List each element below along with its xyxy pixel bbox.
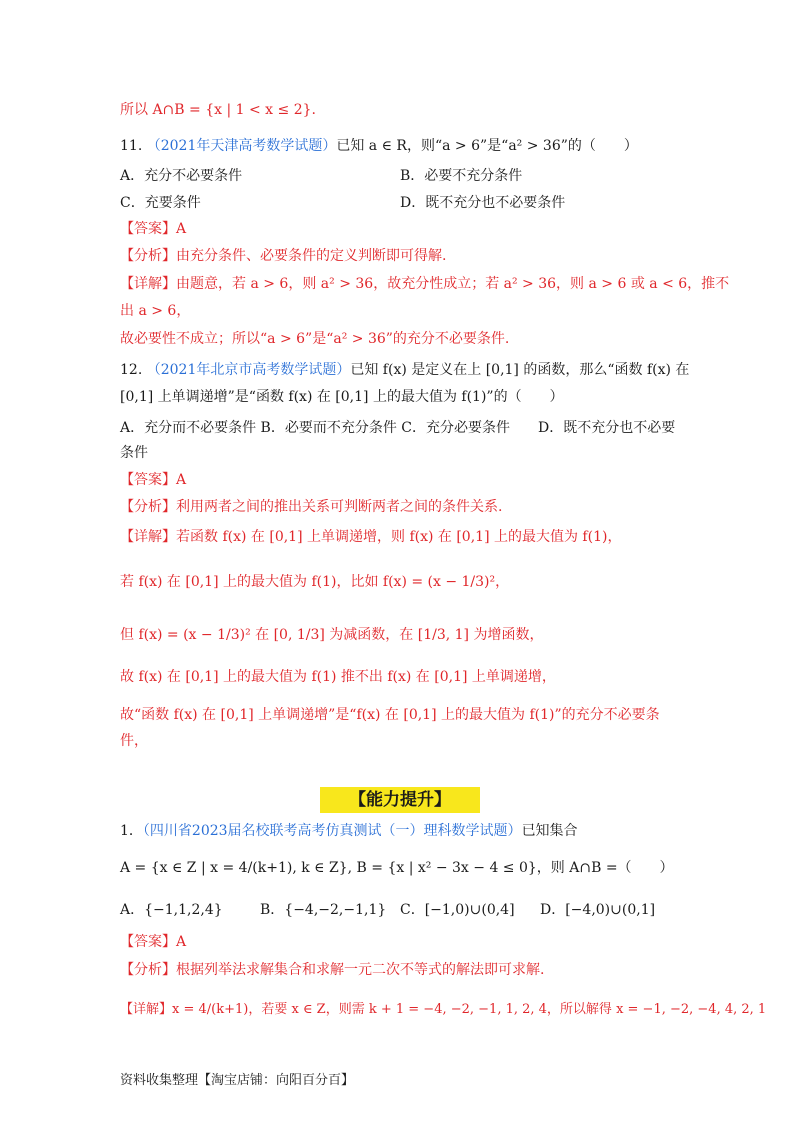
q1-source: （四川省2023届名校联考高考仿真测试（一）理科数学试题） [142, 823, 522, 839]
q11-option-c: C．充要条件 [120, 195, 201, 211]
q12-stem-line-1 [120, 360, 690, 380]
q1-detail-1: 【详解】x = 4/(k+1)，若要 x ∈ Z，则需 k + 1 = −4, −2, −1, 1, 2, 4，所以解得 x = −1, −2, −4, 4, 2, 1 [120, 1002, 767, 1017]
q11-option-a: A．充分不必要条件 [120, 168, 243, 184]
q12-options: A．充分而不必要条件 B．必要而不充分条件 C．充分必要条件 D．既不充分也不必要 [120, 420, 676, 436]
q11-option-d: D．既不充分也不必要条件 [400, 195, 566, 211]
q1-option-c: C．[−1,0)∪(0,4] [400, 902, 515, 918]
q11-detail-2: 出 a > 6， [120, 303, 191, 319]
q1-number: 1． [120, 823, 143, 839]
q11-answer: 【答案】A [120, 221, 187, 237]
q1-option-b: B．{−4,−2,−1,1} [260, 902, 387, 918]
q12-stem-text-1: 已知 f(x) 是定义在上 [0,1] 的函数，那么“函数 f(x) 在 [350, 362, 690, 378]
q1-stem-line-1 [120, 821, 680, 841]
conclusion-line: 所以 A∩B = {x | 1 < x ≤ 2}. [120, 102, 316, 118]
section-title: 【能力提升】 [320, 787, 480, 813]
q1-analysis: 【分析】根据列举法求解集合和求解一元二次不等式的解法即可求解. [120, 962, 545, 978]
q11-detail-3: 故必要性不成立；所以“a > 6”是“a² > 36”的充分不必要条件. [120, 331, 510, 347]
q1-stem-line-2: A = {x ∈ Z | x = 4/(k+1), k ∈ Z}, B = {x | x² − 3x − 4 ≤ 0}，则 A∩B =（ ） [120, 860, 674, 876]
q12-detail-4: 故 f(x) 在 [0,1] 上的最大值为 f(1) 推不出 f(x) 在 [0,1] 上单调递增， [120, 669, 556, 685]
q12-detail-5: 故“函数 f(x) 在 [0,1] 上单调递增”是“f(x) 在 [0,1] 上的最大值为 f(1)”的充分不必要条 [120, 707, 660, 723]
q11-option-b: B．必要不充分条件 [400, 168, 523, 184]
page-footer: 资料收集整理【淘宝店铺：向阳百分百】 [120, 1073, 355, 1088]
q1-option-d: D．[−4,0)∪(0,1] [540, 902, 656, 918]
q11-detail-1: 【详解】由题意，若 a > 6，则 a² > 36，故充分性成立；若 a² > 36，则 a > 6 或 a < 6，推不 [120, 276, 730, 292]
q11-stem [120, 136, 680, 156]
q12-options-wrap: 条件 [120, 445, 148, 461]
q1-stem-end: 已知集合 [521, 823, 578, 839]
q11-number: 11. [120, 138, 143, 154]
q12-detail-3: 但 f(x) = (x − 1/3)² 在 [0, 1/3] 为减函数，在 [1/3, 1] 为增函数， [120, 627, 544, 643]
q12-stem-line-2: [0,1] 上单调递增”是“函数 f(x) 在 [0,1] 上的最大值为 f(1)”的（ ） [120, 389, 564, 405]
q12-answer: 【答案】A [120, 472, 187, 488]
q1-answer: 【答案】A [120, 934, 187, 950]
q1-option-a: A．{−1,1,2,4} [120, 902, 223, 918]
q12-detail-6: 件， [120, 733, 148, 749]
q12-source: （2021年北京市高考数学试题） [146, 362, 351, 378]
q12-detail-1: 【详解】若函数 f(x) 在 [0,1] 上单调递增，则 f(x) 在 [0,1] 上的最大值为 f(1)， [120, 529, 622, 545]
q11-analysis: 【分析】由充分条件、必要条件的定义判断即可得解. [120, 248, 447, 264]
q12-analysis: 【分析】利用两者之间的推出关系可判断两者之间的条件关系. [120, 499, 503, 515]
q11-source: （2021年天津高考数学试题） [146, 138, 337, 154]
q12-detail-2: 若 f(x) 在 [0,1] 上的最大值为 f(1)，比如 f(x) = (x − 1/3)²， [120, 574, 510, 590]
q12-number: 12. [120, 362, 143, 378]
q11-stem-text: 已知 a ∈ R，则“a > 6”是“a² > 36”的（ ） [336, 138, 638, 154]
